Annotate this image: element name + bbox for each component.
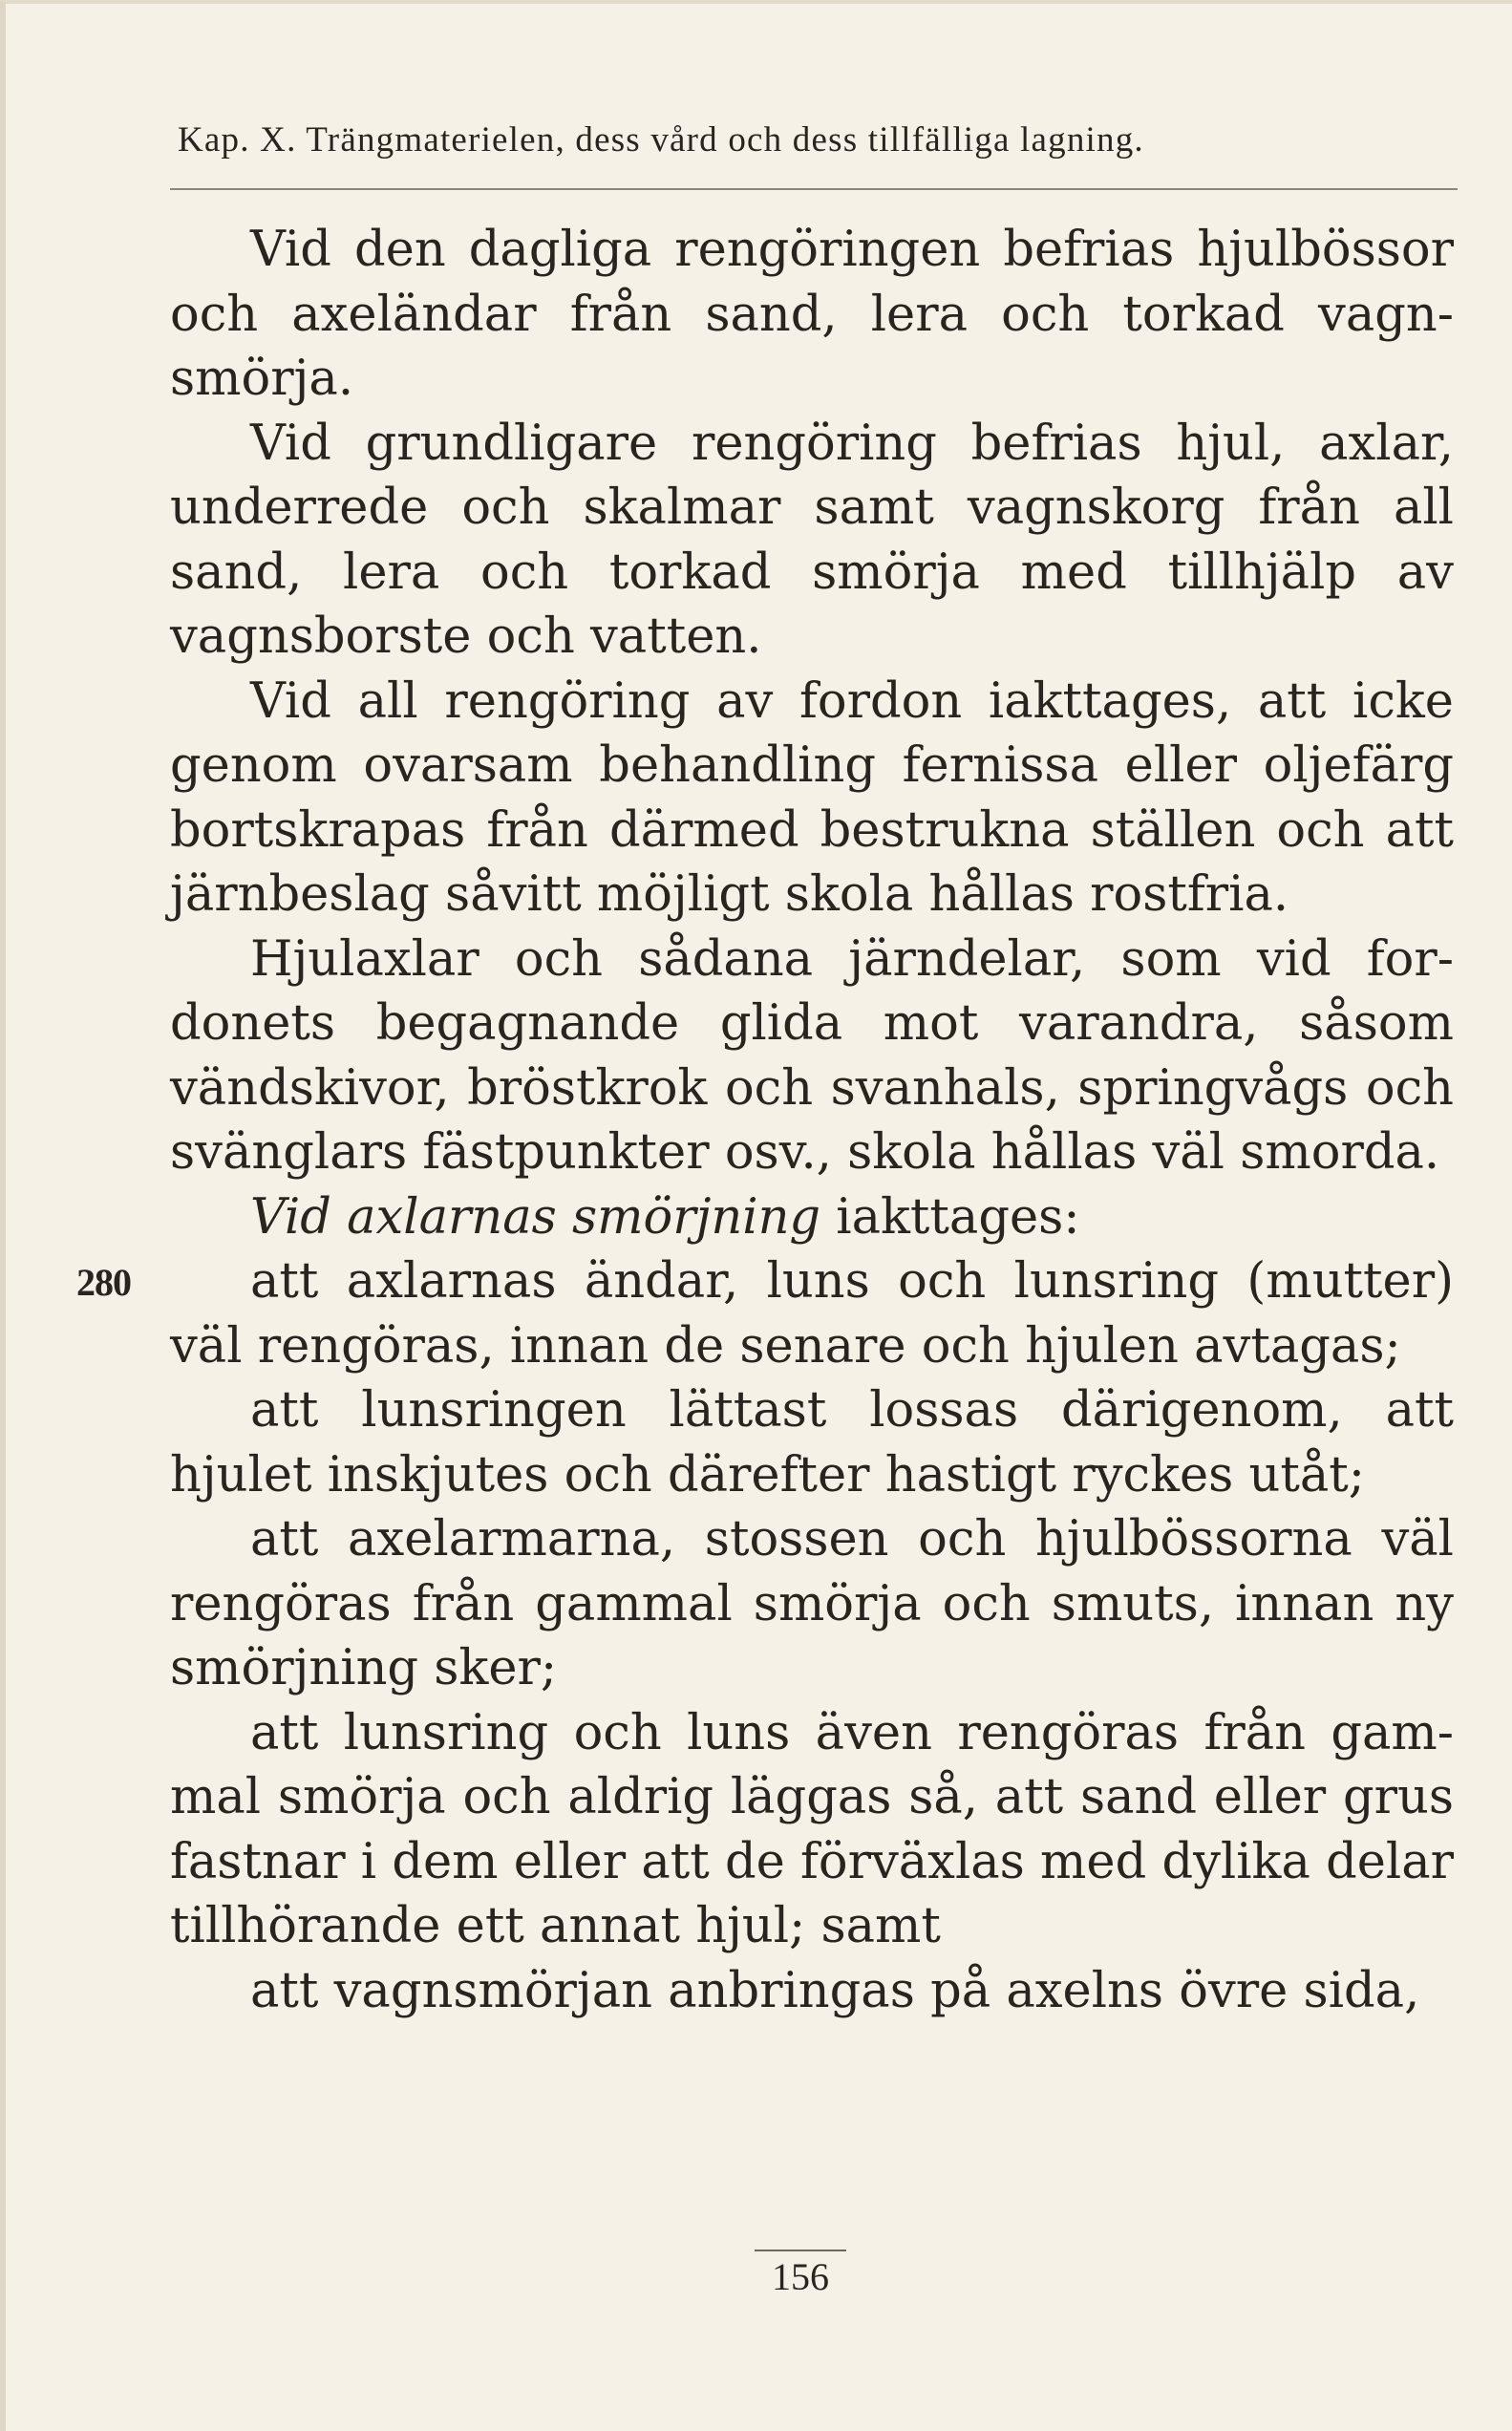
paragraph-2: Vid grundligare rengöring befrias hjul, axlar, underrede och skalmar samt vagnskorg från all sand, lera och torkad smörja med tillhjälp av vagnsborste och vatten. <box>170 415 1454 665</box>
header-rule <box>170 188 1458 190</box>
paragraph-3: Vid all rengöring av fordon iakttages, att icke genom ovarsam behandling fernissa eller oljefärg bortskrapas från därmed bestrukna ställen och att järnbeslag såvitt möjligt skola hållas rostfria. <box>170 672 1454 923</box>
paragraph-4: Hjulaxlar och sådana järndelar, som vid fordonets begagnande glida mot varandra, såsom vändskivor, bröstkrok och svanhals, springvågs och svänglars fästpunkter osv., skola hållas väl smorda. <box>170 930 1454 1181</box>
footer-rule <box>755 2250 846 2251</box>
paragraph-9: att lunsring och luns även rengöras från gammal smörja och aldrig läggas så, att sand eller grus fastnar i dem eller att de förväxlas med dylika delar tillhörande ett annat hjul; samt <box>170 1704 1454 1954</box>
paragraph-10: att vagnsmörjan anbringas på axelns övre sida, <box>250 1962 1420 2019</box>
paragraph-5-rest: iakttages: <box>820 1188 1080 1246</box>
paragraph-8: att axelarmarna, stossen och hjulbössorna väl rengöras från gammal smörja och smuts, innan ny smörjning sker; <box>170 1511 1454 1696</box>
paragraph-1: Vid den dagliga rengöringen befrias hjulbössor och axeländar från sand, lera och torkad vagnsmörja. <box>170 222 1454 407</box>
margin-paragraph-number: 280 <box>76 1261 131 1304</box>
paragraph-5 <box>170 1185 1454 1250</box>
paragraph-6: att axlarnas ändar, luns och lunsring (mutter) väl rengöras, innan de senare och hjulen avtagas; <box>170 1253 1454 1375</box>
page-number: 156 <box>772 2255 829 2298</box>
running-header: Kap. X. Trängmaterielen, dess vård och dess tillfälliga lagning. <box>178 120 1144 160</box>
body-text <box>170 218 1454 2023</box>
paragraph-7: att lunsringen lättast lossas därigenom, att hjulet inskjutes och därefter hastigt ryckes utåt; <box>170 1382 1454 1503</box>
italic-heading: Vid axlarnas smörjning <box>250 1188 821 1246</box>
